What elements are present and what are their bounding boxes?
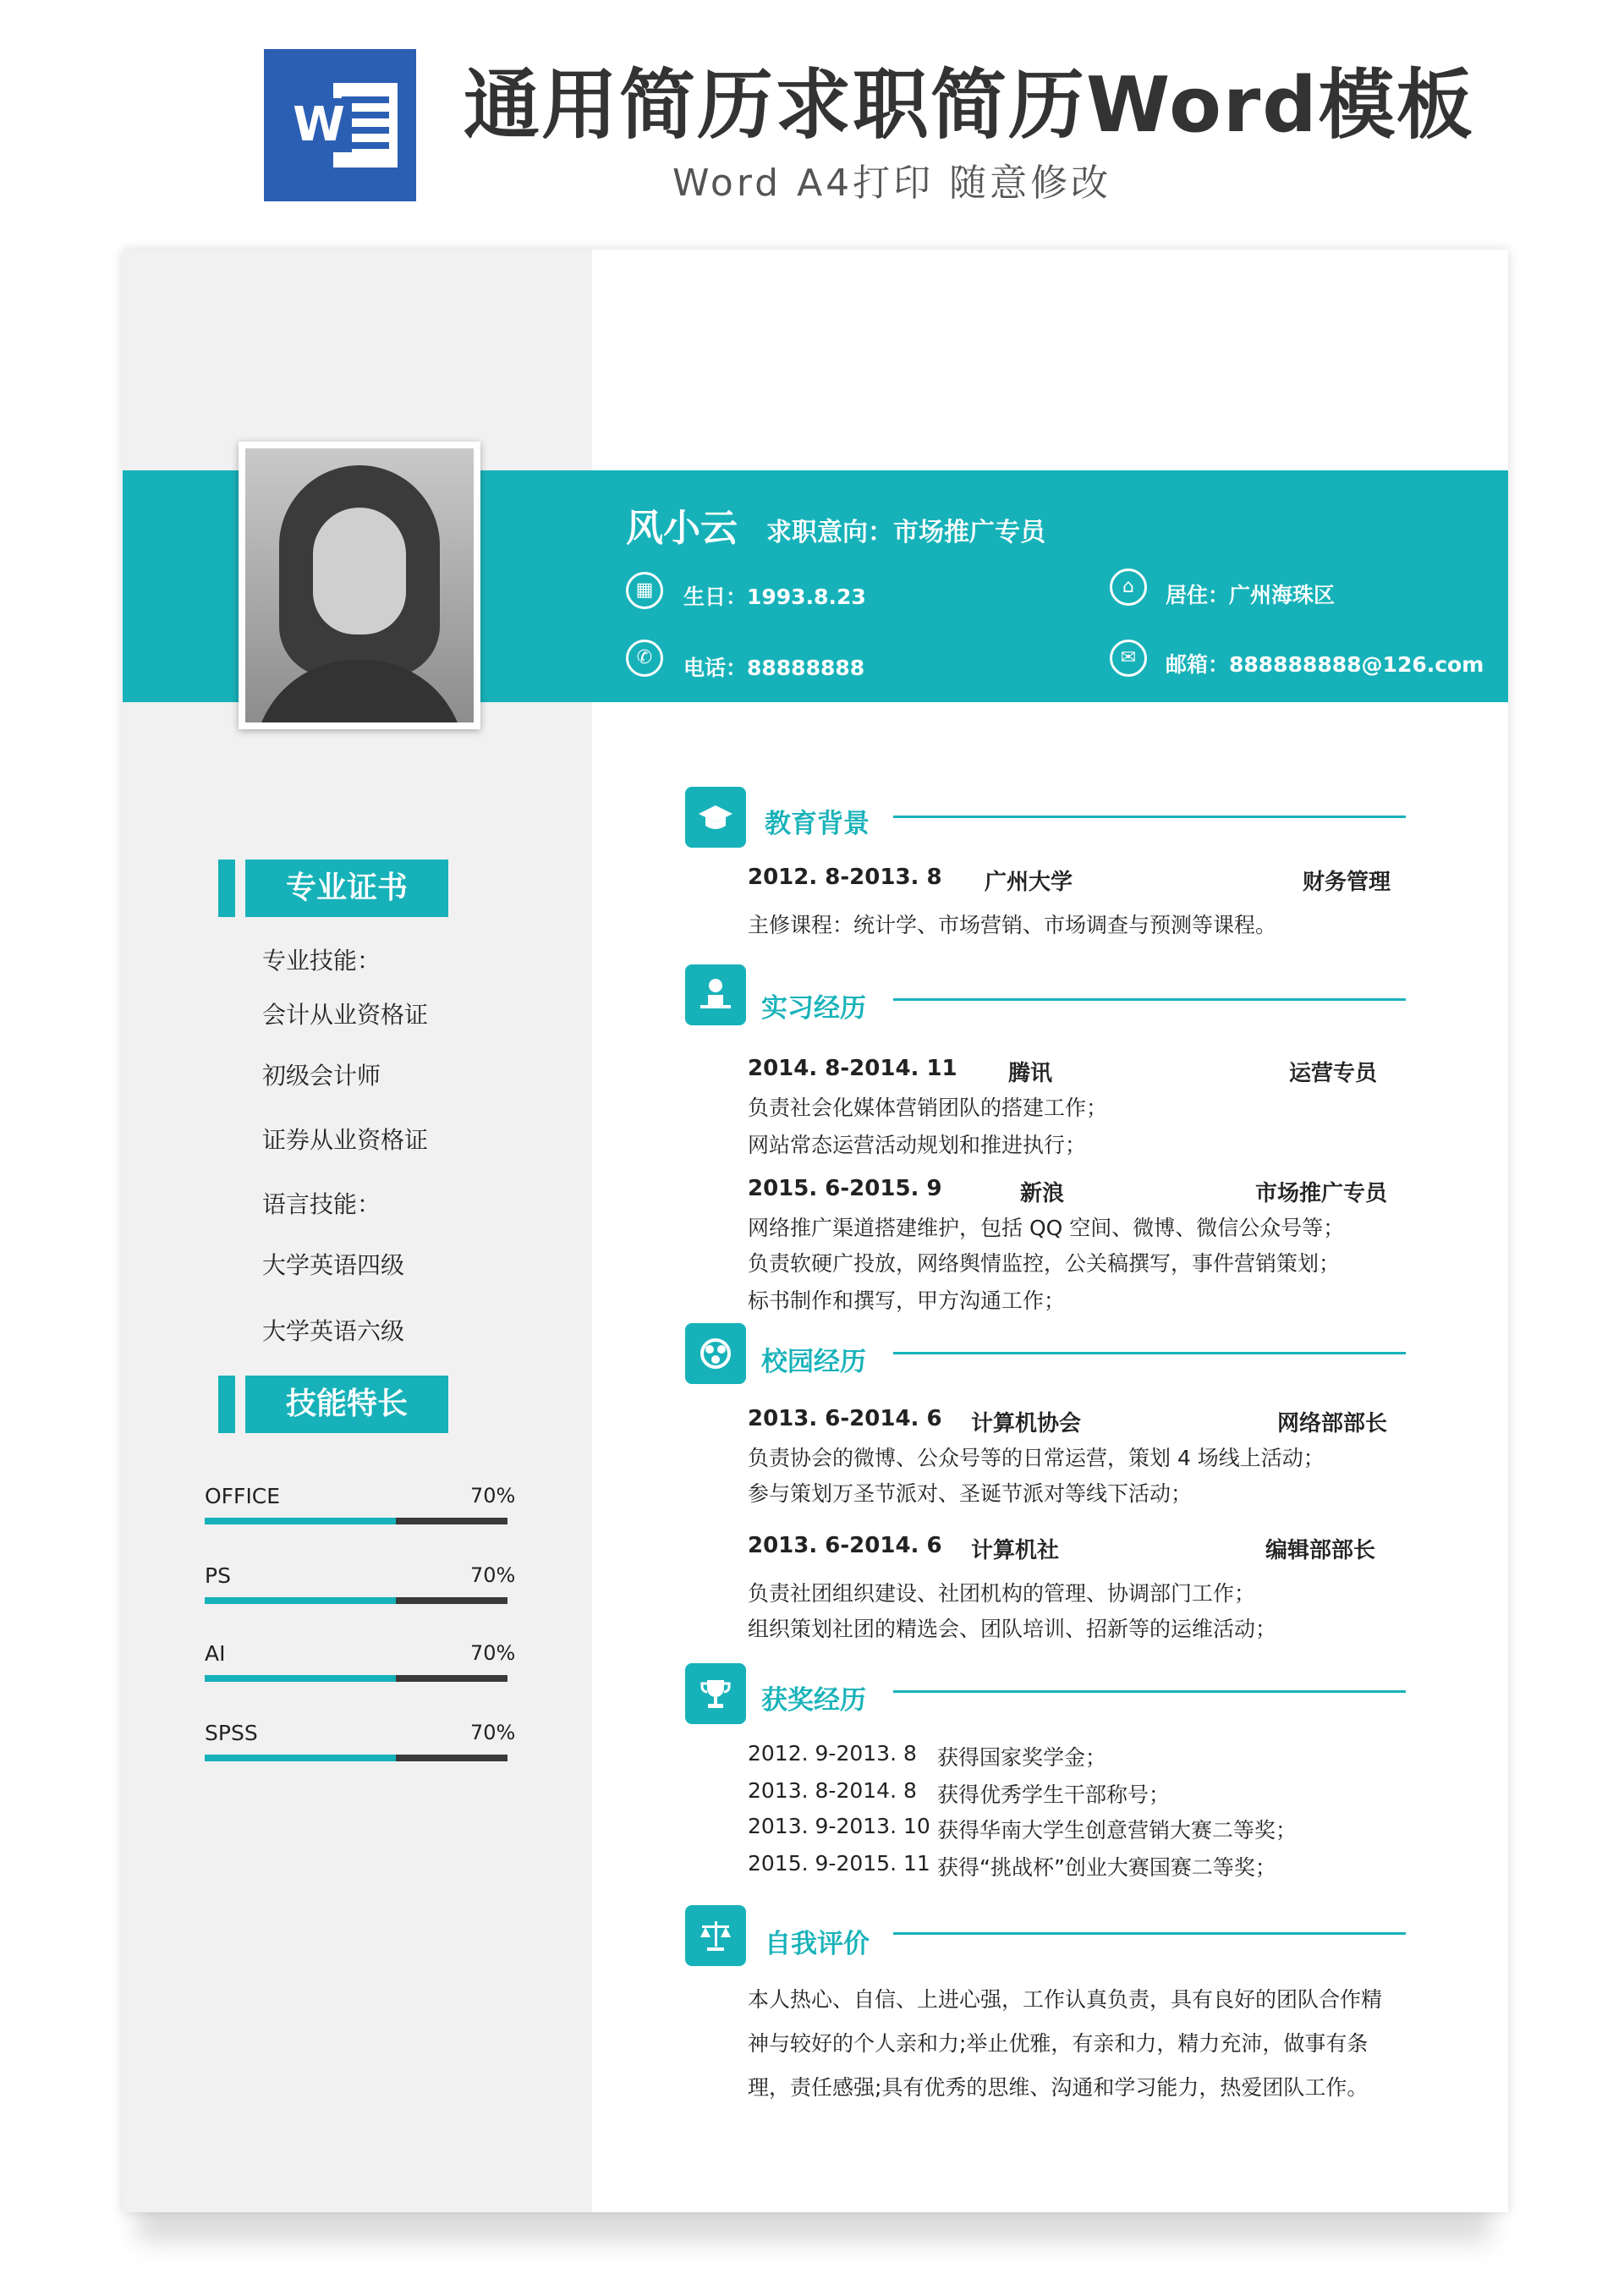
internship-role: 运营专员 <box>1289 1061 1378 1086</box>
trophy-icon <box>685 1663 746 1724</box>
page-subtitle: Word A4打印 随意修改 <box>672 162 1112 205</box>
calendar-icon: ▦ <box>626 572 663 609</box>
cert-line: 专业技能： <box>262 947 381 975</box>
section-divider <box>893 816 1406 818</box>
campus-duty: 组织策划社团的精选会、团队培训、招新等的运维活动； <box>748 1617 1277 1641</box>
skill-percent: 70% <box>470 1721 516 1744</box>
award-period: 2013. 9-2013. 10 <box>748 1814 930 1838</box>
campus-org: 计算机协会 <box>971 1411 1082 1436</box>
job-objective: 求职意向：市场推广专员 <box>766 518 1045 547</box>
word-logo-letter: W <box>286 98 352 152</box>
residence-info: 居住：广州海珠区 <box>1166 583 1336 607</box>
skill-name: PS <box>205 1563 231 1588</box>
skill-bar <box>205 1755 508 1761</box>
skills-heading: 技能特长 <box>218 1376 472 1433</box>
skill-bar <box>205 1675 508 1682</box>
awards-heading: 获奖经历 <box>761 1685 866 1716</box>
email-info: 邮箱：888888888@126.com <box>1166 652 1484 677</box>
self-eval-line: 神与较好的个人亲和力;举止优雅，有亲和力，精力充沛，做事有条 <box>748 2031 1369 2056</box>
campus-duty: 参与策划万圣节派对、圣诞节派对等线下活动； <box>748 1481 1193 1506</box>
internship-duty: 负责软硬广投放，网络舆情监控，公关稿撰写，事件营销策划； <box>748 1251 1341 1276</box>
internship-period: 2014. 8-2014. 11 <box>748 1056 957 1081</box>
internship-duty: 负责社会化媒体营销团队的搭建工作； <box>748 1096 1108 1120</box>
cert-line: 证券从业资格证 <box>262 1126 429 1154</box>
section-divider <box>893 1690 1406 1693</box>
education-courses: 主修课程：统计学、市场营销、市场调查与预测等课程。 <box>748 913 1277 937</box>
award-period: 2013. 8-2014. 8 <box>748 1778 917 1803</box>
campus-period: 2013. 6-2014. 6 <box>748 1533 942 1558</box>
award-text: 获得优秀学生干部称号； <box>937 1782 1171 1807</box>
education-major: 财务管理 <box>1303 870 1391 895</box>
internship-duty: 网站常态运营活动规划和推进执行； <box>748 1133 1087 1157</box>
award-period: 2012. 9-2013. 8 <box>748 1741 917 1766</box>
education-heading: 教育背景 <box>765 809 870 839</box>
section-divider <box>893 1932 1406 1935</box>
self-eval-line: 理，责任感强;具有优秀的思维、沟通和学习能力，热爱团队工作。 <box>748 2075 1369 2100</box>
campus-duty: 负责协会的微博、公众号等的日常运营，策划 4 场线上活动； <box>748 1446 1325 1470</box>
graduation-cap-icon <box>685 787 746 848</box>
phone-icon: ✆ <box>626 640 663 677</box>
campus-period: 2013. 6-2014. 6 <box>748 1406 942 1431</box>
skill-bar <box>205 1518 508 1524</box>
internship-heading: 实习经历 <box>761 993 866 1024</box>
mail-icon: ✉ <box>1110 640 1147 677</box>
internship-role: 市场推广专员 <box>1255 1181 1388 1206</box>
skill-name: AI <box>205 1641 226 1666</box>
skill-percent: 70% <box>470 1641 516 1665</box>
internship-company: 腾讯 <box>1008 1061 1053 1086</box>
home-icon: ⌂ <box>1110 569 1147 606</box>
education-period: 2012. 8-2013. 8 <box>748 865 942 890</box>
word-logo-icon <box>264 49 416 201</box>
self-eval-line: 本人热心、自信、上进心强，工作认真负责，具有良好的团队合作精 <box>748 1987 1383 2012</box>
cert-line: 大学英语四级 <box>262 1251 405 1279</box>
skill-percent: 70% <box>470 1484 516 1508</box>
internship-duty: 网络推广渠道搭建维护，包括 QQ 空间、微博、微信公众号等； <box>748 1216 1345 1240</box>
campus-duty: 负责社团组织建设、社团机构的管理、协调部门工作； <box>748 1581 1256 1606</box>
birth-info: 生日：1993.8.23 <box>683 585 866 609</box>
skill-name: OFFICE <box>205 1484 281 1508</box>
certificates-heading: 专业证书 <box>218 860 472 917</box>
award-period: 2015. 9-2015. 11 <box>748 1851 930 1876</box>
team-gear-icon <box>685 1323 746 1384</box>
cert-line: 语言技能： <box>262 1190 381 1218</box>
cert-line: 会计从业资格证 <box>262 1001 429 1029</box>
campus-role: 网络部部长 <box>1277 1411 1388 1436</box>
education-school: 广州大学 <box>985 870 1073 895</box>
skill-name: SPSS <box>205 1721 258 1745</box>
scales-icon <box>685 1905 746 1966</box>
candidate-name: 风小云 <box>626 507 738 550</box>
skill-bar <box>205 1597 508 1604</box>
award-text: 获得国家奖学金； <box>937 1745 1107 1770</box>
section-divider <box>893 998 1406 1001</box>
self-eval-heading: 自我评价 <box>765 1929 870 1959</box>
internship-period: 2015. 6-2015. 9 <box>748 1176 942 1201</box>
page-title: 通用简历求职简历Word模板 <box>464 61 1474 150</box>
skill-percent: 70% <box>470 1563 516 1587</box>
award-text: 获得“挑战杯”创业大赛国赛二等奖； <box>937 1855 1276 1880</box>
cert-line: 大学英语六级 <box>262 1317 405 1345</box>
profile-photo <box>245 448 474 722</box>
award-text: 获得华南大学生创意营销大赛二等奖； <box>937 1818 1298 1843</box>
cert-line: 初级会计师 <box>262 1062 381 1090</box>
campus-org: 计算机社 <box>971 1538 1060 1563</box>
internship-company: 新浪 <box>1020 1181 1065 1206</box>
phone-info: 电话：88888888 <box>683 656 865 680</box>
campus-role: 编辑部部长 <box>1265 1538 1376 1563</box>
internship-duty: 标书制作和撰写，甲方沟通工作； <box>748 1288 1066 1313</box>
section-divider <box>893 1352 1406 1354</box>
campus-heading: 校园经历 <box>761 1347 866 1377</box>
intern-person-icon <box>685 964 746 1025</box>
